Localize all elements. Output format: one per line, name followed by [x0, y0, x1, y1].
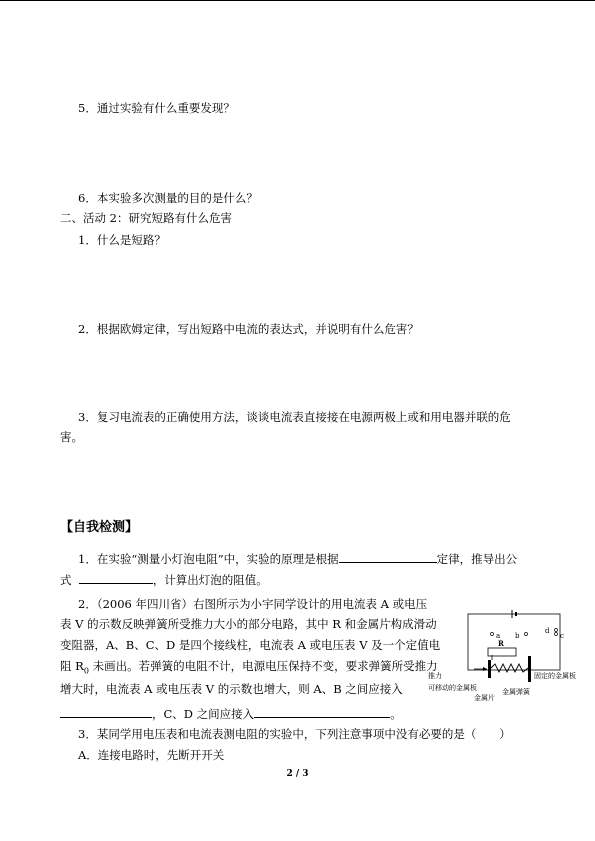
test-1-blank-law[interactable]: [339, 550, 437, 563]
section-2-heading: 二、活动 2：研究短路有什么危害: [60, 211, 232, 225]
short-circuit-question-3-line1: 3．复习电流表的正确使用方法，谈谈电流表直接接在电源两极上或和用电器并联的危: [78, 410, 511, 424]
test-2-line6: [60, 705, 402, 721]
test-2-blank-ab[interactable]: [60, 705, 152, 718]
page-number: 2 / 3: [286, 769, 309, 779]
terminal-d: [555, 629, 558, 632]
test-1-text-b: 定律，推导出公: [436, 552, 518, 566]
fixed-plate: [528, 656, 531, 682]
circuit-figure: [428, 608, 588, 703]
label-push-text: 推力: [428, 672, 442, 680]
test-1-blank-formula[interactable]: [79, 571, 153, 584]
test-2-text-cd: ，C、D 之间应接入: [152, 707, 255, 721]
test-2-line5: 增大时，电流表 A 或电压表 V 的示数也增大，则 A、B 之间应接入: [60, 682, 403, 696]
push-arrowhead: [483, 667, 487, 671]
test-1-line2: [60, 571, 268, 587]
label-c-text: c: [560, 632, 564, 640]
test-3-question: 3．某同学用电压表和电流表测电阻的实验中，下列注意事项中没有必要的是（ ）: [78, 727, 511, 741]
test-2-blank-cd[interactable]: [254, 705, 390, 718]
short-circuit-question-2: 2．根据欧姆定律，写出短路中电流的表达式，并说明有什么危害？: [78, 322, 419, 336]
short-circuit-question-3-line2: 害。: [60, 430, 83, 444]
test-2-line2: 表 V 的示数反映弹簧所受推力大小的部分电路，其中 R 和金属片构成滑动: [60, 617, 437, 631]
label-spring-text: 金属弹簧: [502, 688, 530, 696]
terminal-a: [491, 633, 494, 636]
label-fixed-plate-text: 固定的金属板: [534, 672, 576, 680]
top-rule: [0, 0, 595, 1]
terminal-c: [555, 633, 558, 636]
test-2-text-line4: 未画出。若弹簧的电阻不计，电源电压保持不变，要求弹簧所受推力: [88, 659, 438, 673]
short-circuit-question-1: 1．什么是短路？: [78, 233, 166, 247]
test-2-line4: [60, 659, 438, 678]
test-1-text-d: ，计算出灯泡的阻值。: [152, 573, 268, 587]
test-2-line1: 2．（2006 年四川省）右图所示为小宇同学设计的用电流表 A 或电压: [78, 597, 428, 611]
resistor-r: [488, 648, 516, 656]
question-5: 5．通过实验有什么重要发现？: [78, 101, 235, 115]
test-2-text-r0: 阻 R: [60, 659, 84, 673]
test-1-text-a: 1．在实验“测量小灯泡电阻”中，实验的原理是根据: [78, 552, 339, 566]
test-2-subscript: 0: [83, 666, 89, 676]
test-1-text-c: 式: [60, 573, 72, 587]
circuit-frame: [468, 614, 560, 670]
label-a-text: a: [496, 632, 501, 640]
label-metal-piece-text: 金属片: [474, 694, 495, 702]
label-b-text: b: [515, 632, 520, 640]
test-2-text-end: 。: [390, 707, 402, 721]
label-d-text: d: [545, 627, 550, 635]
self-check-title: 【自我检测】: [60, 520, 139, 535]
test-1-line1: [78, 550, 517, 566]
movable-plate: [488, 660, 491, 678]
test-2-line3: 变阻器，A、B、C、D 是四个接线柱，电流表 A 或电压表 V 及一个定值电: [60, 638, 441, 652]
label-r-text: R: [498, 639, 504, 648]
metal-spring: [491, 664, 528, 672]
label-movable-plate-text: 可移动的金属板: [428, 684, 477, 692]
terminal-b: [525, 633, 528, 636]
test-3-option-a: A．连接电路时，先断开开关: [78, 748, 225, 762]
question-6: 6．本实验多次测量的目的是什么？: [78, 191, 258, 205]
